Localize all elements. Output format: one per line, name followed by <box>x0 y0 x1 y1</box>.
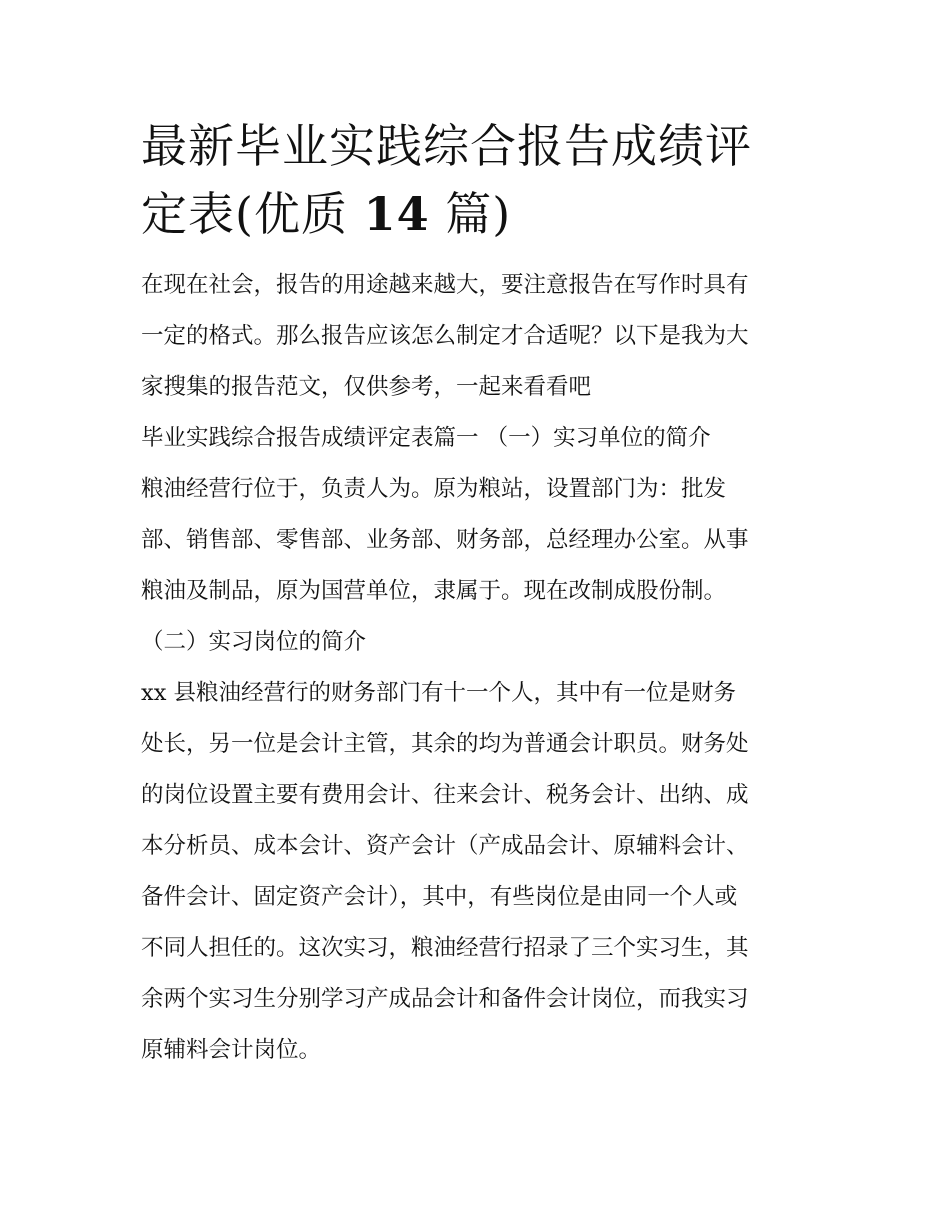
body-line: 一定的格式。那么报告应该怎么制定才合适呢？以下是我为大 <box>141 323 749 349</box>
body-line: xx 县粮油经营行的财务部门有十一个人，其中有一位是财务 <box>141 680 737 706</box>
body-line: 家搜集的报告范文，仅供参考，一起来看看吧 <box>141 374 592 400</box>
body-line: 本分析员、成本会计、资产会计（产成品会计、原辅料会计、 <box>141 833 749 859</box>
document-title <box>141 112 821 248</box>
body-line: 粮油经营行位于，负责人为。原为粮站，设置部门为：批发 <box>141 476 727 502</box>
body-line: 粮油及制品，原为国营单位，隶属于。现在改制成股份制。 <box>141 578 727 604</box>
body-line: 余两个实习生分别学习产成品会计和备件会计岗位，而我实习 <box>141 986 749 1012</box>
document-page <box>141 112 821 1076</box>
body-line: 在现在社会，报告的用途越来越大，要注意报告在写作时具有 <box>141 272 749 298</box>
title-line-1: 最新毕业实践综合报告成绩评 <box>141 119 752 173</box>
subsection-heading: （二）实习岗位的简介 <box>141 629 367 655</box>
body-line: 原辅料会计岗位。 <box>141 1037 322 1063</box>
document-body <box>141 260 821 1076</box>
body-line: 部、销售部、零售部、业务部、财务部，总经理办公室。从事 <box>141 527 749 553</box>
body-line: 处长，另一位是会计主管，其余的均为普通会计职员。财务处 <box>141 731 749 757</box>
section-heading-line: 毕业实践综合报告成绩评定表篇一 （一）实习单位的简介 <box>141 425 711 451</box>
title-line-2-number: 14 <box>363 187 430 241</box>
body-line: 的岗位设置主要有费用会计、往来会计、税务会计、出纳、成 <box>141 782 749 808</box>
title-line-2-start: 定表(优质 <box>141 187 364 241</box>
body-line: 不同人担任的。这次实习，粮油经营行招录了三个实习生，其 <box>141 935 749 961</box>
body-line: 备件会计、固定资产会计），其中，有些岗位是由同一个人或 <box>141 884 738 910</box>
title-line-2-end: 篇) <box>429 187 512 241</box>
